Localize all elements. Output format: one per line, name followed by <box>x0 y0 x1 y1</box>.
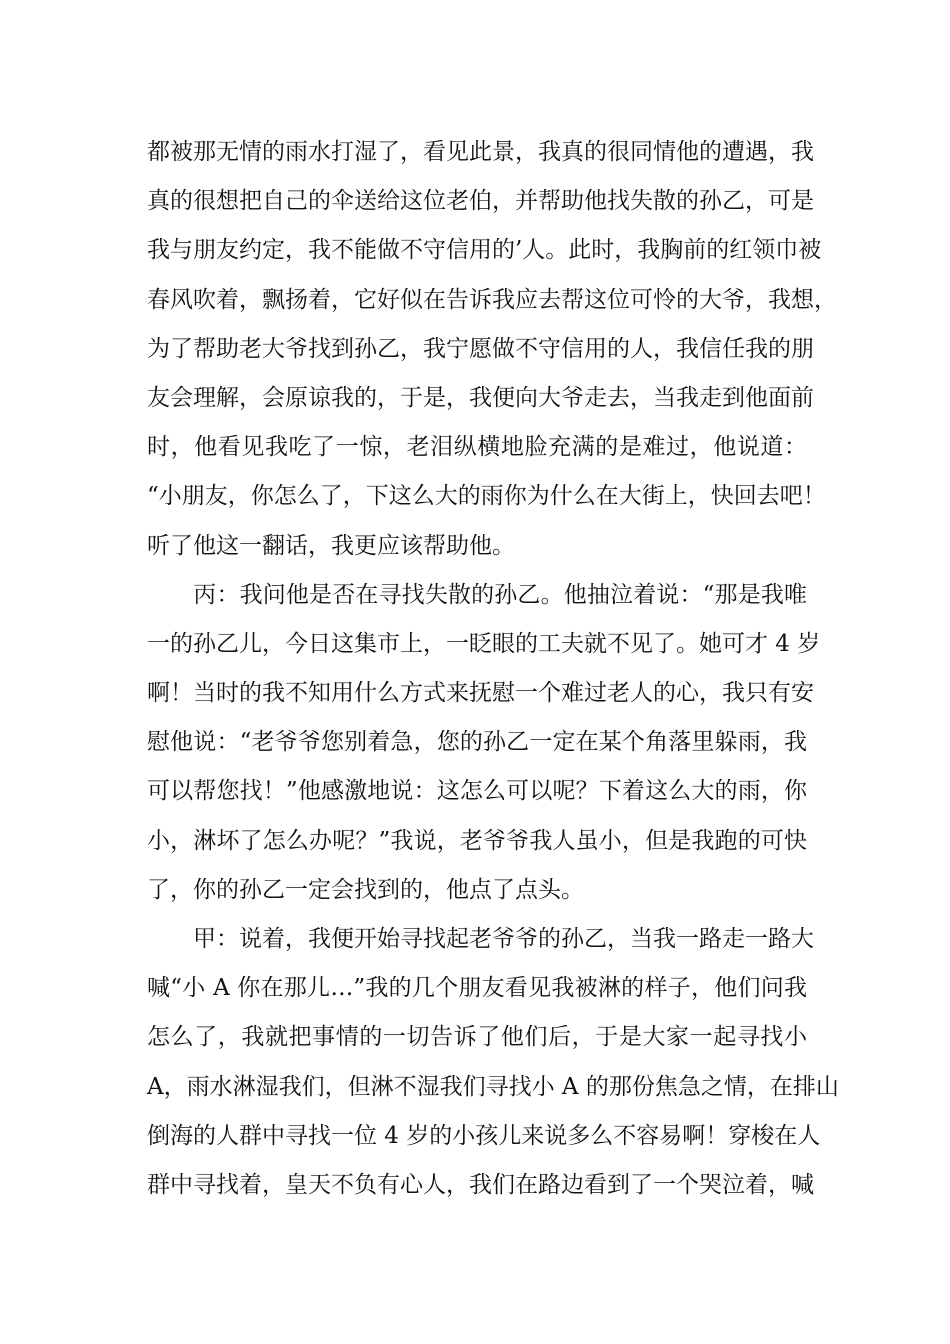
text-line: 怎么了，我就把事情的一切告诉了他们后，于是大家一起寻找小 <box>147 1024 807 1051</box>
text-line: 甲：说着，我便开始寻找起老爷爷的孙乙，当我一路走一路大 <box>147 926 814 952</box>
text-line: 为了帮助老大爷找到孙乙，我宁愿做不守信用的人，我信任我的朋 <box>147 335 814 362</box>
text-line: 可以帮您找！”他感激地说：这怎么可以呢？下着这么大的雨，你 <box>147 778 807 805</box>
text-line: 时，他看见我吃了一惊，老泪纵横地脸充满的是难过，他说道： <box>147 434 807 461</box>
text-line: 一的孙乙儿，今日这集市上，一眨眼的工夫就不见了。她可才 4 岁 <box>147 630 821 657</box>
text-line: 了，你的孙乙一定会找到的，他点了点头。 <box>147 876 584 903</box>
text-line: 真的很想把自己的伞送给这位老伯，并帮助他找失散的孙乙，可是 <box>147 188 814 215</box>
text-line: 啊！当时的我不知用什么方式来抚慰一个难过老人的心，我只有安 <box>147 680 814 707</box>
text-line: “小朋友，你怎么了，下这么大的雨你为什么在大街上，快回去吧！ <box>147 483 826 510</box>
text-line: 我与朋友约定，我不能做不守信用的’人。此时，我胸前的红领巾被 <box>147 237 822 264</box>
text-line: 慰他说：“老爷爷您别着急，您的孙乙一定在某个角落里躲雨，我 <box>147 729 807 756</box>
story-body <box>147 128 839 1210</box>
text-line: 喊“小 A 你在那儿…”我的几个朋友看见我被淋的样子，他们问我 <box>147 975 807 1002</box>
text-line: A，雨水淋湿我们，但淋不湿我们寻找小 A 的那份焦急之情，在排山 <box>147 1073 839 1100</box>
text-line: 小，淋坏了怎么办呢？”我说，老爷爷我人虽小，但是我跑的可快 <box>147 827 807 854</box>
text-line: 都被那无情的雨水打湿了，看见此景，我真的很同情他的遭遇，我 <box>147 139 814 165</box>
text-line: 春风吹着，飘扬着，它好似在告诉我应去帮这位可怜的大爷，我想， <box>147 286 837 313</box>
text-line: 倒海的人群中寻找一位 4 岁的小孩儿来说多么不容易啊！穿梭在人 <box>147 1122 821 1149</box>
text-line: 友会理解，会原谅我的，于是，我便向大爷走去，当我走到他面前 <box>147 384 814 411</box>
text-line: 听了他这一翻话，我更应该帮助他。 <box>147 532 515 559</box>
text-line: 丙：我问他是否在寻找失散的孙乙。他抽泣着说：“那是我唯 <box>147 581 807 608</box>
text-line: 群中寻找着，皇天不负有心人，我们在路边看到了一个哭泣着，喊 <box>147 1171 814 1198</box>
